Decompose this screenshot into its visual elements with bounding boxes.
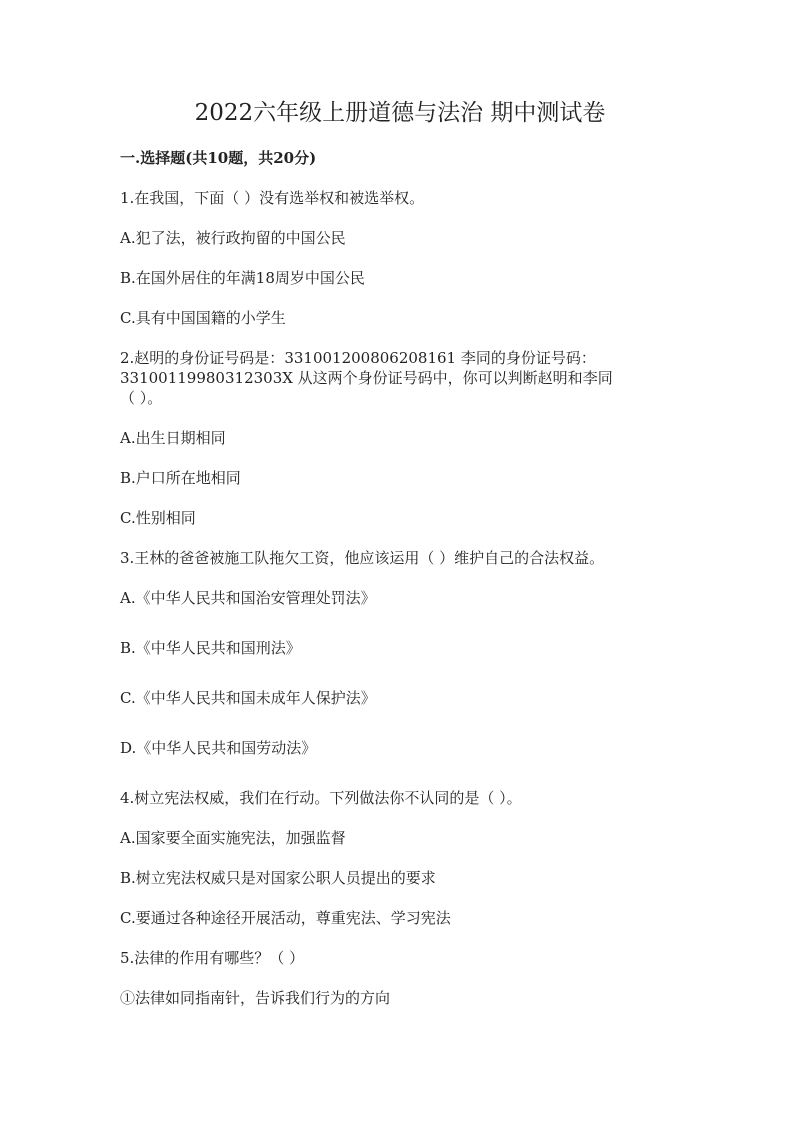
question-2-option-c: C.性别相同 xyxy=(120,509,196,527)
question-3-option-c: C.《中华人民共和国未成年人保护法》 xyxy=(120,689,376,707)
question-4-option-c: C.要通过各种途径开展活动，尊重宪法、学习宪法 xyxy=(120,909,451,927)
question-3-option-b: B.《中华人民共和国刑法》 xyxy=(120,639,301,657)
question-2-stem-line-3: （ ）。 xyxy=(120,389,163,407)
question-1-option-c: C.具有中国国籍的小学生 xyxy=(120,309,286,327)
question-2-option-a: A.出生日期相同 xyxy=(120,429,226,447)
question-5-stem: 5.法律的作用有哪些？（ ） xyxy=(120,949,305,967)
question-1-stem: 1.在我国，下面（ ）没有选举权和被选举权。 xyxy=(120,189,425,207)
question-2-option-b: B.户口所在地相同 xyxy=(120,469,241,487)
question-3-stem: 3.王林的爸爸被施工队拖欠工资，他应该运用（ ）维护自己的合法权益。 xyxy=(120,549,605,567)
question-3-option-d: D.《中华人民共和国劳动法》 xyxy=(120,739,317,757)
question-1-option-a: A.犯了法，被行政拘留的中国公民 xyxy=(120,229,346,247)
question-4-stem: 4.树立宪法权威，我们在行动。下列做法你不认同的是（ ）。 xyxy=(120,789,522,807)
question-3-option-a: A.《中华人民共和国治安管理处罚法》 xyxy=(120,589,376,607)
question-1-option-b: B.在国外居住的年满18周岁中国公民 xyxy=(120,269,365,287)
question-4-option-b: B.树立宪法权威只是对国家公职人员提出的要求 xyxy=(120,869,436,887)
page-title: 2022六年级上册道德与法治 期中测试卷 xyxy=(194,100,606,126)
question-2-stem-line-1: 2.赵明的身份证号码是：331001200806208161 李同的身份证号码： xyxy=(120,349,596,367)
question-4-option-a: A.国家要全面实施宪法，加强监督 xyxy=(120,829,346,847)
section-heading: 一.选择题(共10题，共20分) xyxy=(120,149,317,167)
question-2-stem-line-2: 33100119980312303X 从这两个身份证号码中，你可以判断赵明和李同 xyxy=(120,369,613,387)
question-5-item-1: ①法律如同指南针，告诉我们行为的方向 xyxy=(120,989,391,1007)
